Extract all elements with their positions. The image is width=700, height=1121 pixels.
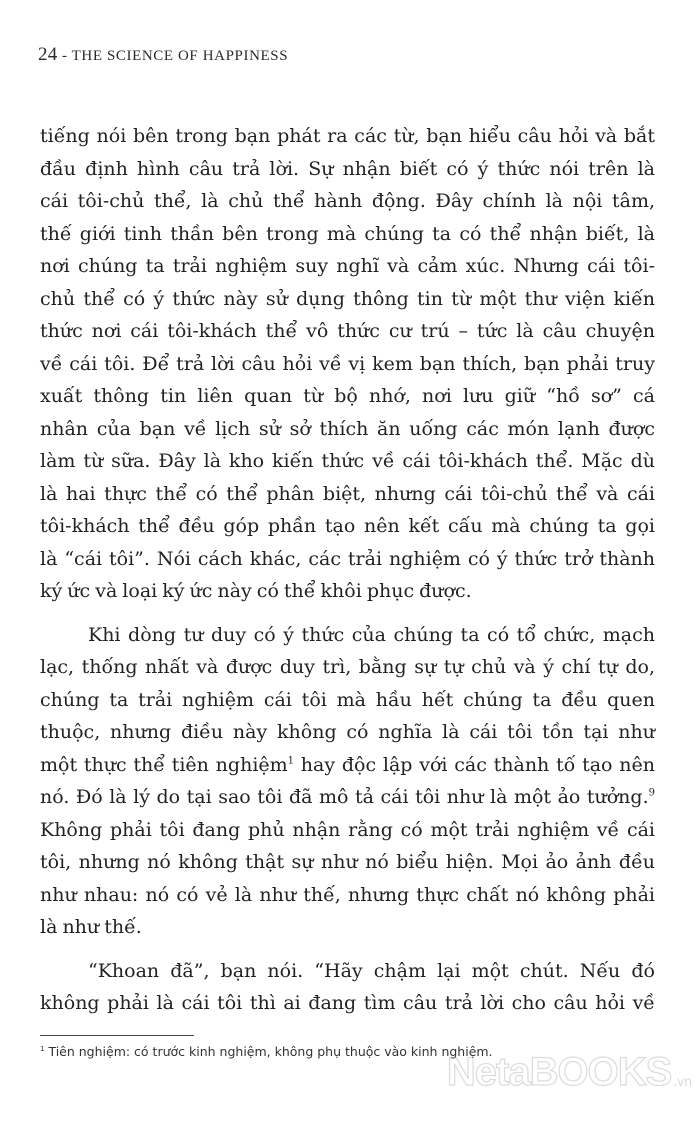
paragraph-1: [40, 120, 655, 608]
paragraph-2: [40, 619, 655, 944]
watermark: [447, 1050, 692, 1095]
text-line: tôi, nhưng nó không thật sự như nó biểu hiện. Mọi ảo ảnh đều: [40, 851, 655, 873]
text-line: Khi dòng tư duy có ý thức của chúng ta có tổ chức, mạch: [88, 623, 655, 646]
text-line: là như thế.: [40, 916, 142, 938]
text-line-with-footnote: [40, 749, 655, 782]
footnote: [40, 1044, 493, 1059]
text-line: đầu định hình câu trả lời. Sự nhận biết có ý thức nói trên là: [40, 157, 655, 180]
text-line: lạc, thống nhất và được duy trì, bằng sự tự chủ và ý chí tự do,: [40, 656, 655, 678]
footnote-divider: [40, 1035, 194, 1036]
text-fragment: hay độc lập với các thành tố tạo nên: [294, 753, 655, 776]
text-line: xuất thông tin liên quan từ bộ nhớ, nơi lưu giữ “hồ sơ” cá: [40, 385, 655, 407]
text-fragment: nó. Đó là lý do tại sao tôi đã mô tả cái tôi như là một ảo tưởng.: [40, 786, 649, 808]
text-line: là “cái tôi”. Nói cách khác, các trải nghiệm có ý thức trở thành: [40, 547, 655, 570]
text-line: nhân của bạn về lịch sử sở thích ăn uống các món lạnh được: [40, 417, 655, 440]
header-separator: -: [57, 48, 72, 64]
text-line: cái tôi-chủ thể, là chủ thể hành động. Đây chính là nội tâm,: [40, 190, 655, 212]
text-line: thức nơi cái tôi-khách thể vô thức cư trú – tức là câu chuyện: [40, 320, 655, 342]
text-line: “Khoan đã”, bạn nói. “Hãy chậm lại một chút. Nếu đó: [88, 959, 655, 982]
body-text: [40, 120, 655, 1020]
watermark-suffix: .vn: [673, 1072, 692, 1089]
text-line: về cái tôi. Để trả lời câu hỏi về vị kem bạn thích, bạn phải truy: [40, 352, 655, 375]
text-line-with-endnote: [40, 781, 655, 814]
running-title: THE SCIENCE OF HAPPINESS: [71, 48, 289, 64]
footnote-text: Tiên nghiệm: có trước kinh nghiệm, không phụ thuộc vào kinh nghiệm.: [44, 1044, 493, 1059]
page-number: 24: [38, 44, 58, 65]
page-header: [38, 44, 288, 66]
text-line: làm từ sữa. Đây là kho kiến thức về cái tôi-khách thể. Mặc dù: [40, 450, 655, 472]
text-line: tiếng nói bên trong bạn phát ra các từ, bạn hiểu câu hỏi và bắt: [40, 125, 655, 147]
text-line: chúng ta trải nghiệm cái tôi mà hầu hết chúng ta đều quen: [40, 688, 655, 711]
text-line: ký ức và loại ký ức này có thể khôi phục được.: [40, 580, 472, 602]
footnote-reference: 1: [287, 755, 295, 767]
text-line: chủ thể có ý thức này sử dụng thông tin từ một thư viện kiến: [40, 287, 655, 310]
footnote-marker: 1: [40, 1044, 45, 1053]
endnote-reference: 9: [648, 787, 655, 799]
paragraph-3: [40, 955, 655, 1020]
text-line: Không phải tôi đang phủ nhận rằng có một trải nghiệm về cái: [40, 818, 655, 841]
watermark-brand: NetaBOOKS: [446, 1050, 672, 1094]
text-line: không phải là cái tôi thì ai đang tìm câu trả lời cho câu hỏi về: [40, 992, 655, 1014]
text-line: nơi chúng ta trải nghiệm suy nghĩ và cảm xúc. Nhưng cái tôi-: [40, 255, 655, 277]
text-fragment: một thực thể tiên nghiệm: [40, 753, 288, 776]
text-line: thế giới tinh thần bên trong mà chúng ta có thể nhận biết, là: [40, 222, 655, 245]
text-line: là hai thực thể có thể phân biệt, nhưng cái tôi-chủ thể và cái: [40, 482, 655, 505]
text-line: tôi-khách thể đều góp phần tạo nên kết cấu mà chúng ta gọi: [40, 515, 655, 537]
text-line: thuộc, nhưng điều này không có nghĩa là cái tôi tồn tại như: [40, 721, 655, 743]
text-line: như nhau: nó có vẻ là như thế, nhưng thực chất nó không phải: [40, 883, 655, 906]
